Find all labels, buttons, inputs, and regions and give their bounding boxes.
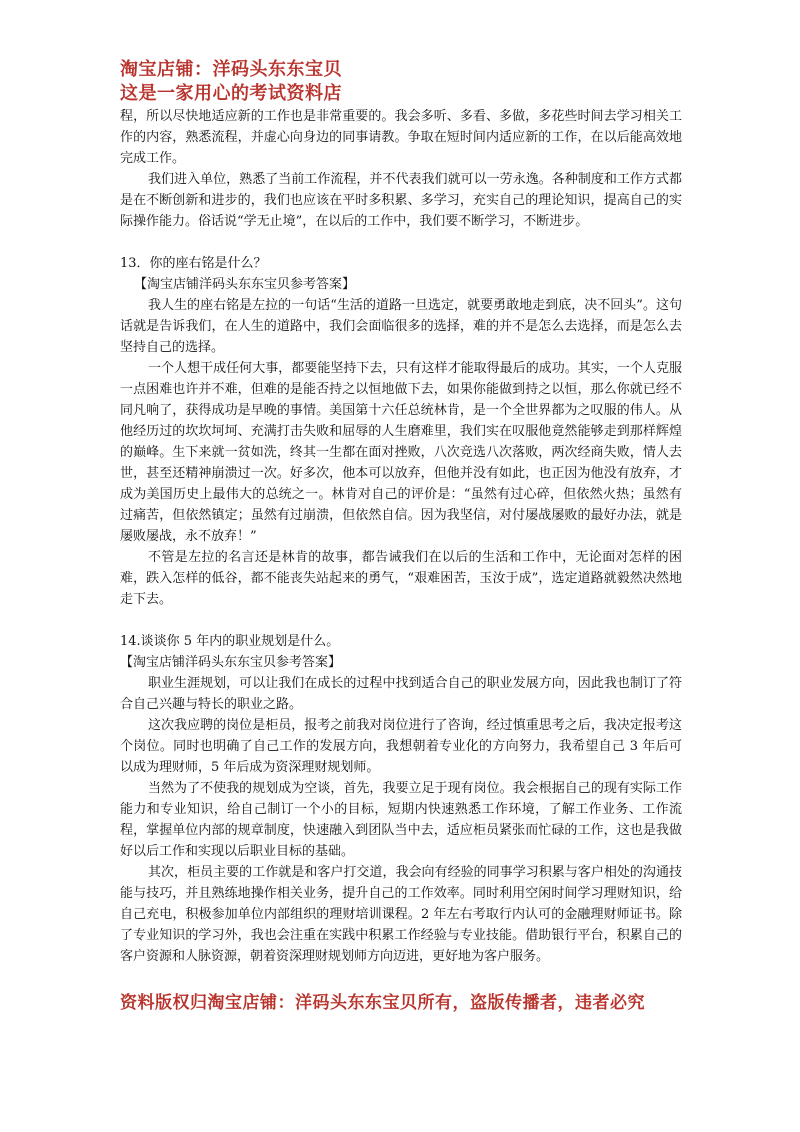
answer-label-14: 【淘宝店铺洋码头东东宝贝参考答案】 — [120, 655, 342, 670]
q14-paragraph-2: 这次我应聘的岗位是柜员，报考之前我对岗位进行了咨询，经过慎重思考之后，我决定报考这个岗位。同时也明确了自己工作的发展方向，我想朝着专业化的方向努力，我希望自己 3 年后可以成为理财师，5 年后成为资深理财规划师。 — [120, 718, 682, 775]
q14-paragraph-1: 职业生涯规划，可以让我们在成长的过程中找到适合自己的职业发展方向，因此我也制订了符合自己兴趣与特长的职业之路。 — [120, 676, 682, 712]
intro-paragraph-1: 程，所以尽快地适应新的工作也是非常重要的。我会多听、多看、多做，多花些时间去学习相关工作的内容，熟悉流程，并虚心向身边的同事请教。争取在短时间内适应新的工作，在以后能高效地完成工作。 — [120, 109, 682, 166]
q14-paragraph-3: 当然为了不使我的规划成为空谈，首先，我要立足于现有岗位。我会根据自己的现有实际工作能力和专业知识，给自己制订一个小的目标，短期内快速熟悉工作环境，了解工作业务、工作流程，掌握单位内部的规章制度，快速融入到团队当中去，适应柜员紧张而忙碌的工作，这也是我做好以后工作和实现以后职业目标的基础。 — [120, 781, 682, 859]
shop-banner-line-1: 淘宝店铺：洋码头东东宝贝 — [120, 59, 342, 80]
q13-paragraph-3: 不管是左拉的名言还是林肯的故事，都告诫我们在以后的生活和工作中，无论面对怎样的困难，跌入怎样的低谷，都不能丧失站起来的勇气，“艰难困苦，玉汝于成”，选定道路就毅然决然地走下去。 — [120, 550, 682, 607]
q14-paragraph-4: 其次，柜员主要的工作就是和客户打交道，我会向有经验的同事学习积累与客户相处的沟通技能与技巧，并且熟练地操作相关业务，提升自己的工作效率。同时利用空闲时间学习理财知识，给自己充电，积极参加单位内部组织的理财培训课程。2 年左右考取行内认可的金融理财师证书。除了专业知识的学习外，我也会注重在实践中积累工作经验与专业技能。借助银行平台，积累自己的客户资源和人脉资源，朝着资深理财规划师方向迈进，更好地为客户服务。 — [120, 865, 682, 964]
intro-paragraph-2: 我们进入单位，熟悉了当前工作流程，并不代表我们就可以一劳永逸。各种制度和工作方式都是在不断创新和进步的，我们也应该在平时多积累、多学习，充实自己的理论知识，提高自己的实际操作能力。俗话说“学无止境”，在以后的工作中，我们要不断学习，不断进步。 — [120, 172, 682, 229]
q13-paragraph-1: 我人生的座右铭是左拉的一句话“生活的道路一旦选定，就要勇敢地走到底，决不回头”。这句话就是告诉我们，在人生的道路中，我们会面临很多的选择，难的并不是怎么去选择，而是怎么去坚持自己的选择。 — [120, 298, 682, 355]
question-14: 14.谈谈你 5 年内的职业规划是什么。 — [120, 634, 340, 649]
answer-label-13: 【淘宝店铺洋码头东东宝贝参考答案】 — [134, 277, 356, 292]
shop-banner-line-2: 这是一家用心的考试资料店 — [120, 83, 342, 104]
q13-paragraph-2: 一个人想干成任何大事，都要能坚持下去，只有这样才能取得最后的成功。其实，一个人克服一点困难也许并不难，但难的是能否持之以恒地做下去，如果你能做到持之以恒，那么你就已经不同凡响了，获得成功是早晚的事情。美国第十六任总统林肯，是一个全世界都为之叹服的伟人。从他经历过的坎坎坷坷、充满打击失败和屈辱的人生磨难里，我们实在叹服他竟然能够走到那样辉煌的巅峰。生下来就一贫如洗，终其一生都在面对挫败，八次竞选八次落败，两次经商失败，情人去世，甚至还精神崩溃过一次。好多次，他本可以放弃，但他并没有如此，也正因为他没有放弃，才成为美国历史上最伟大的总统之一。林肯对自己的评价是：“虽然有过心碎，但依然火热；虽然有过痛苦，但依然镇定；虽然有过崩溃，但依然自信。因为我坚信，对付屡战屡败的最好办法，就是屡败屡战，永不放弃！” — [120, 361, 682, 544]
document-page — [120, 58, 682, 1015]
question-13: 13．你的座右铭是什么？ — [120, 256, 267, 271]
copyright-footer: 资料版权归淘宝店铺：洋码头东东宝贝所有，盗版传播者，违者必究 — [120, 993, 645, 1013]
